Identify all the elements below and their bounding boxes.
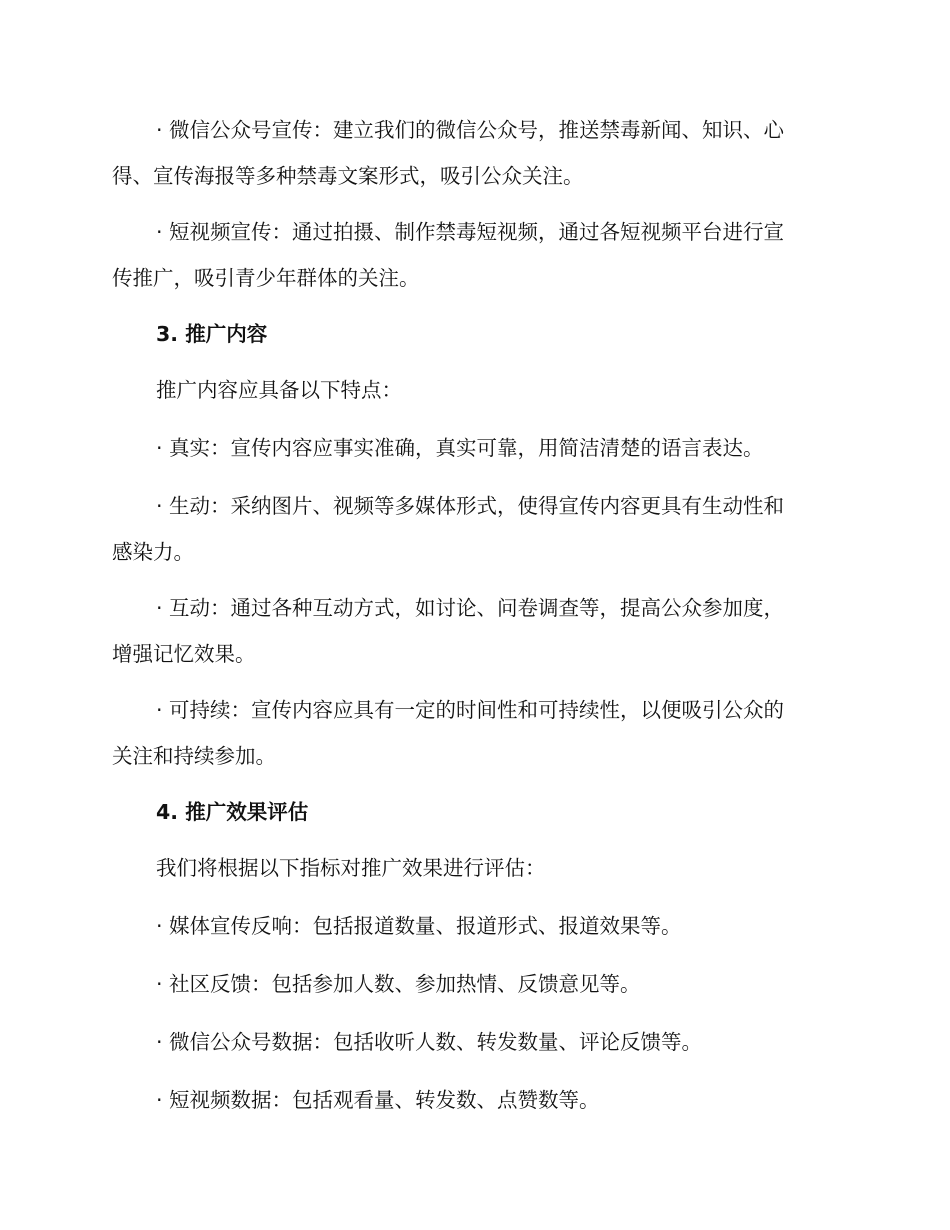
paragraph-line: 我们将根据以下指标对推广效果进行评估： — [156, 856, 546, 880]
paragraph-line: 关注和持续参加。 — [112, 744, 276, 768]
paragraph-line: · 短视频数据：包括观看量、转发数、点赞数等。 — [156, 1088, 600, 1112]
paragraph-wechat-data — [112, 1019, 830, 1065]
paragraph-authentic — [112, 425, 830, 471]
paragraph-line: 传推广，吸引青少年群体的关注。 — [112, 266, 420, 290]
paragraph-sustainable — [112, 687, 830, 779]
paragraph-vivid — [112, 483, 830, 575]
paragraph-line: 感染力。 — [112, 540, 194, 564]
paragraph-line: · 真实：宣传内容应事实准确，真实可靠，用简洁清楚的语言表达。 — [156, 436, 764, 460]
paragraph-line: 得、宣传海报等多种禁毒文案形式，吸引公众关注。 — [112, 164, 584, 188]
section-heading-promotion-content — [112, 311, 830, 357]
paragraph-line: 推广内容应具备以下特点： — [156, 378, 402, 402]
section-heading-effect-evaluation — [112, 789, 830, 835]
paragraph-line: · 短视频宣传：通过拍摄、制作禁毒短视频，通过各短视频平台进行宣 — [156, 220, 785, 244]
paragraph-line: · 互动：通过各种互动方式，如讨论、问卷调查等，提高公众参加度， — [156, 596, 785, 620]
paragraph-line: 增强记忆效果。 — [112, 642, 256, 666]
paragraph-community-feedback — [112, 961, 830, 1007]
paragraph-line: · 生动：采纳图片、视频等多媒体形式，使得宣传内容更具有生动性和 — [156, 494, 785, 518]
paragraph-wechat-promotion — [112, 107, 830, 199]
paragraph-line: · 媒体宣传反响：包括报道数量、报道形式、报道效果等。 — [156, 914, 682, 938]
paragraph-interactive — [112, 585, 830, 677]
paragraph-line: · 社区反馈：包括参加人数、参加热情、反馈意见等。 — [156, 972, 641, 996]
paragraph-content-intro — [112, 367, 830, 413]
paragraph-line: · 微信公众号宣传：建立我们的微信公众号，推送禁毒新闻、知识、心 — [156, 118, 785, 142]
paragraph-evaluation-intro — [112, 845, 830, 891]
paragraph-short-video-data — [112, 1077, 830, 1123]
heading-text: 3. 推广内容 — [156, 322, 268, 346]
paragraph-line: · 可持续：宣传内容应具有一定的时间性和可持续性，以便吸引公众的 — [156, 698, 785, 722]
paragraph-short-video-promotion — [112, 209, 830, 301]
paragraph-media-response — [112, 903, 830, 949]
heading-text: 4. 推广效果评估 — [156, 800, 309, 824]
paragraph-line: · 微信公众号数据：包括收听人数、转发数量、评论反馈等。 — [156, 1030, 703, 1054]
